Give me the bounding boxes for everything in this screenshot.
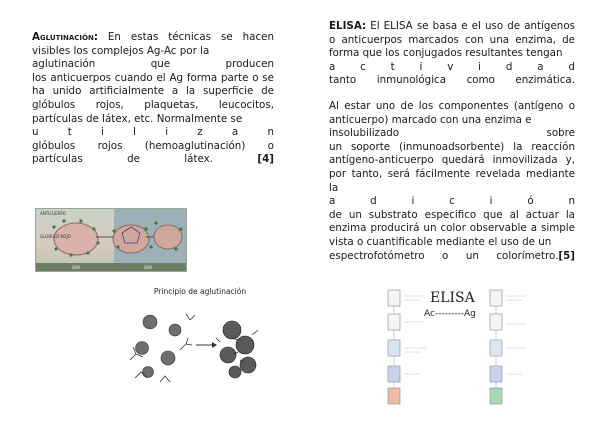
letter: d [505,60,513,73]
elisa-text-2: Al estar uno de los componentes (antígeno o anticuerpo) marcado con una enzima e [329,99,575,126]
word: rojos [97,139,123,152]
word: de [127,153,140,166]
word-ref: colorímetro.[5] [496,249,575,262]
principio-title: Principio de aglutinación [153,287,247,296]
agglutination-photo [35,208,187,272]
letter: d [568,60,575,73]
letter: c [360,60,366,73]
letter: i [419,60,423,73]
word: que [150,58,171,71]
aglutinacion-paragraph [32,31,274,58]
word: tanto [329,74,357,87]
letter: a [537,60,544,73]
letter: l [133,126,136,139]
letter: i [411,195,415,208]
word: como [466,74,495,87]
word: sobre [546,127,575,140]
word: espectrofotómetro [329,249,425,262]
reference-5: [5] [558,249,575,262]
tanto-line [329,74,575,88]
word: insolubilizado [329,127,400,140]
word: látex. [184,153,214,166]
elisa-diagram-title: ELISA [430,290,475,306]
particulas-line [32,153,274,167]
word: enzimática. [515,74,575,87]
letter: n [568,195,575,208]
word: (hemoaglutinación) [144,139,246,152]
elisa-diagram-subtitle: Ac---------Ag [424,309,476,319]
word: aglutinación [32,58,96,71]
letter: ó [527,195,534,208]
photo-bottom-strip [36,263,186,271]
aglutinacion-heading: Aglutinación: [32,31,98,43]
letter: t [390,60,395,73]
letter: d [370,195,377,208]
letter: t [67,126,72,139]
spaced-word-actividad [329,61,575,75]
letter: i [101,126,104,139]
photo-label-antibody: ANTICUERPO [40,211,66,216]
letter: a [231,126,239,139]
antibody-chain-illustration [36,209,186,271]
globulos-line [32,140,274,154]
espectro-line [329,250,575,264]
spaced-word-adicion [329,195,575,209]
letter: z [197,126,203,139]
letter: a [329,60,336,73]
spaced-word-utilizan [32,126,274,140]
elisa-heading: ELISA: [329,20,367,32]
photo-label-sar-2: SAR [144,265,153,270]
elisa-text-4: de un substrato especifico que al actuar la enzima producirá un color observable a simple vista o cuantificable mediante el uso de un [329,208,575,248]
letter: n [267,126,274,139]
letter: i [489,195,493,208]
letter: i [165,126,169,139]
letter: v [447,60,454,73]
aglutinacion-line [32,58,274,72]
insolubilizado-line [329,127,575,141]
elisa-text-1: El ELISA se basa e el uso de antígenos o anticuerpos marcados con una enzima, de forma que los conjugados resultantes tengan [329,20,575,60]
word: inmunológica [376,74,447,87]
aglutinacion-text-1: En estas técnicas se hacen visibles los complejos Ag-Ac por la [32,31,274,57]
letter: a [329,195,336,208]
elisa-section [329,20,575,263]
word: glóbulos [32,139,76,152]
letter: i [478,60,482,73]
word: partículas [32,153,83,166]
letter: u [32,126,39,139]
word: o [442,249,449,262]
aglutinacion-section [32,31,274,167]
reference-4: [4] [257,153,274,166]
word: un [465,249,479,262]
elisa-paragraph-1 [329,20,575,61]
letter: c [449,195,455,208]
elisa-text-3: un soporte (inmunoadsorbente) la reacción antígeno-anticuerpo quedará inmovilizada y, por tanto, será fácilmente revelada mediante la [329,140,575,194]
aglutinacion-text-2: los anticuerpos cuando el Ag forma parte o se ha unido artificialmente a la superficie de glóbulos rojos, plaquetas, leucocitos, partículas de látex, etc. Normalmente se [32,71,274,125]
photo-label-sar-1: SAR [72,265,81,270]
word: producen [225,58,274,71]
photo-label-red-cell: GLOBULO ROJO [40,234,71,239]
agglutination-principle-diagram [120,300,270,390]
word: o [267,139,274,152]
